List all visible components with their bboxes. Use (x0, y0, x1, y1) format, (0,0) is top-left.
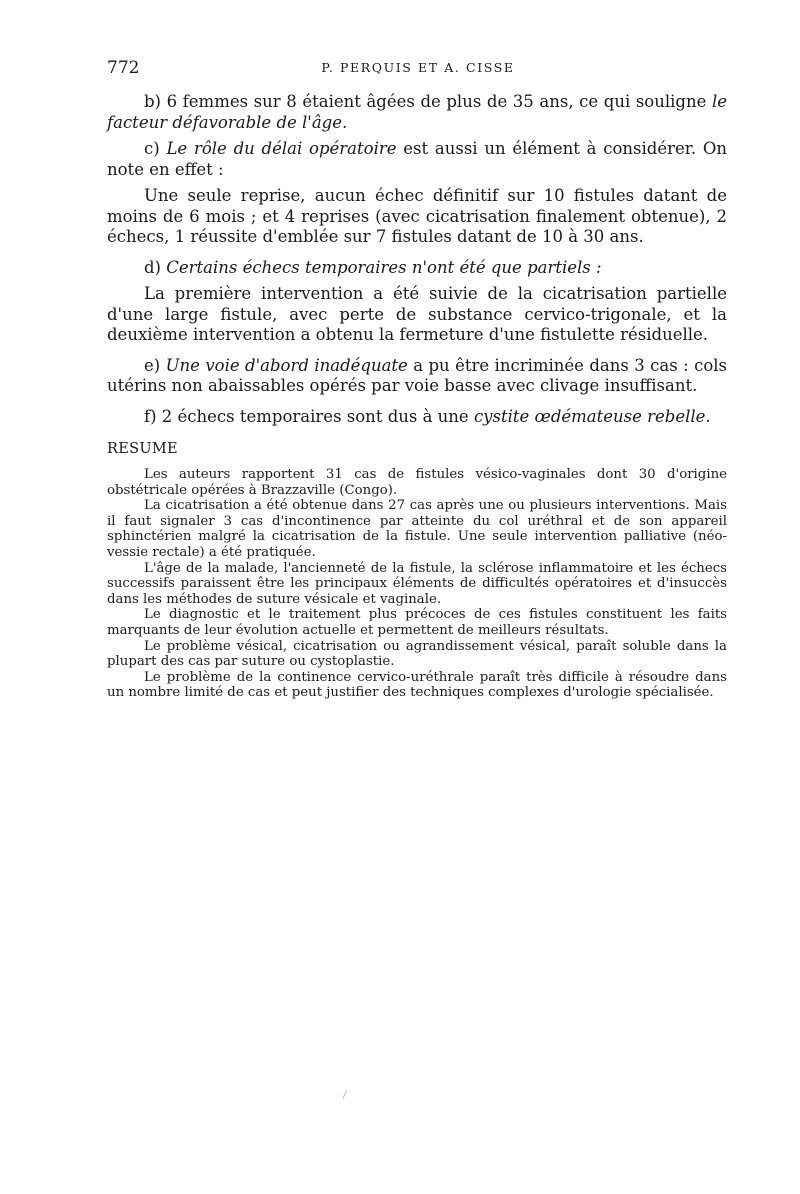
body-text (107, 92, 727, 701)
paragraph-d-detail: La première intervention a été suivie de la cicatrisation partielle d'une large fistule, avec perte de substance cervico-trigonale, et la deuxième intervention a obtenu la fermeture d'une fistulette résiduelle. (107, 284, 727, 344)
scan-speck (342, 1090, 350, 1100)
paragraph-c-emphasis: Le rôle du délai opératoire (166, 139, 397, 158)
page-header (107, 58, 729, 80)
paragraph-e (107, 356, 727, 397)
paragraph-c-label: c) (144, 139, 167, 158)
paragraph-e-label: e) (144, 355, 166, 375)
resume-heading: RESUME (107, 441, 178, 457)
page-number: 772 (107, 58, 140, 78)
paragraph-b (107, 92, 727, 133)
paragraph-e-text: a pu être incriminée dans 3 cas : cols utérins non abaissables opérés par voie basse avec clivage insuffisant. (107, 355, 728, 395)
paragraph-f-text: f) 2 échecs temporaires sont dus à une (144, 406, 474, 426)
paragraph-f-emphasis: cystite œdémateuse rebelle. (473, 406, 711, 426)
resume-paragraph: La cicatrisation a été obtenue dans 27 cas après une ou plusieurs interventions. Mais il faut signaler 3 cas d'incontinence par atteinte du col uréthral et de son appareil sphinctérien malgré la cicatrisation de la fistule. Une seule intervention palliative (néo-vessie rectale) a été pratiquée. (107, 498, 727, 560)
paragraph-c-text: est aussi un élément à considérer. On note en effet : (107, 139, 727, 179)
resume-paragraph: L'âge de la malade, l'ancienneté de la fistule, la sclérose inflammatoire et les échecs successifs paraissent être les principaux éléments de difficultés opératoires et d'insuccès dans les méthodes de suture vésicale et vaginale. (107, 560, 727, 607)
paragraph-d (107, 258, 727, 279)
paragraph-b-text: b) 6 femmes sur 8 étaient âgées de plus de 35 ans, ce qui souligne (144, 92, 712, 111)
resume-paragraph: Le problème de la continence cervico-uréthrale paraît très difficile à résoudre dans un nombre limité de cas et peut justifier des techniques complexes d'urologie spécialisée. (107, 669, 727, 701)
resume-paragraph: Le diagnostic et le traitement plus précoces de ces fistules constituent les faits marquants de leur évolution actuelle et permettent de meilleurs résultats. (107, 607, 727, 638)
paragraph-c-detail: Une seule reprise, aucun échec définitif sur 10 fistules datant de moins de 6 mois ; et 4 reprises (avec cicatrisation finalement obtenue), 2 échecs, 1 réussite d'emblée sur 7 fistules datant de 10 à 30 ans. (107, 186, 727, 246)
paragraph-d-label: d) (144, 257, 167, 277)
paragraph-f (107, 407, 727, 428)
paragraph-d-emphasis: Certains échecs temporaires n'ont été que partiels : (166, 257, 602, 277)
running-head: P. PERQUIS ET A. CISSE (321, 60, 515, 75)
resume-paragraph: Les auteurs rapportent 31 cas de fistules vésico-vaginales dont 30 d'origine obstétricale opérées à Brazzaville (Congo). (107, 467, 727, 498)
paragraph-c (107, 139, 727, 180)
resume-paragraph: Le problème vésical, cicatrisation ou agrandissement vésical, paraît soluble dans la plupart des cas par suture ou cystoplastie. (107, 638, 727, 670)
paragraph-b-emphasis: le facteur défavorable de l'âge. (107, 92, 727, 132)
paragraph-e-emphasis: Une voie d'abord inadéquate (165, 355, 408, 375)
